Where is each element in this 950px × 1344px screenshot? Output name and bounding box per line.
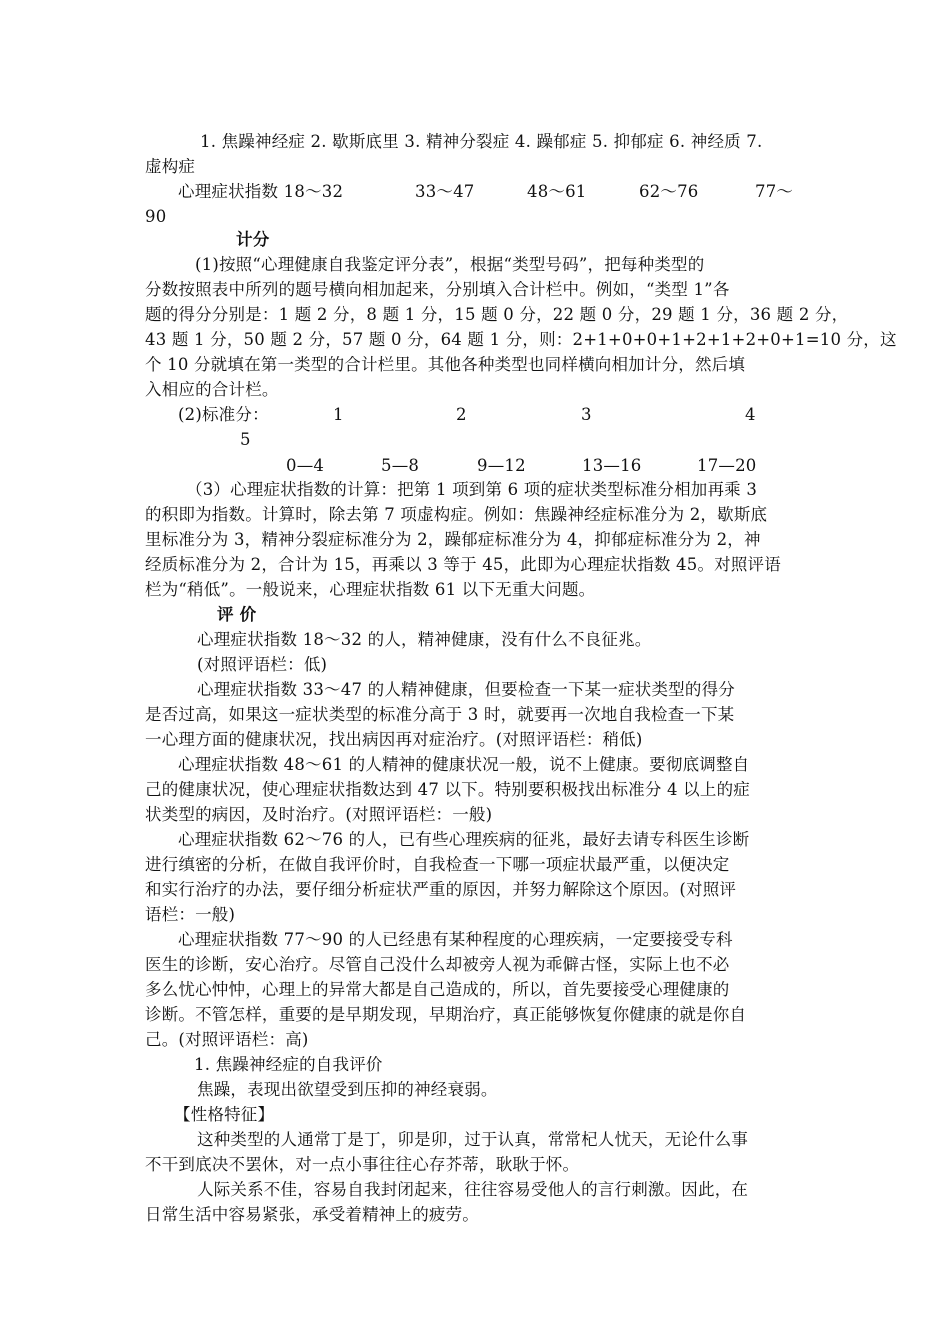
- std-range-1: 0—4: [286, 456, 325, 475]
- eval-line: 是否过高，如果这一症状类型的标准分高于 3 时，就要再一次地自我检查一下某: [145, 705, 735, 724]
- scoring-p3-line: 里标准分为 3，精神分裂症标准分为 2，躁郁症标准分为 4，抑郁症标准分为 2，神: [145, 530, 761, 549]
- eval-line: 医生的诊断，安心治疗。尽管自己没什么却被旁人视为乖僻古怪，实际上也不必: [145, 955, 730, 974]
- eval-line: 焦躁，表现出欲望受到压抑的神经衰弱。: [197, 1080, 498, 1099]
- scoring-p1-line: 题的得分分别是：1 题 2 分，8 题 1 分，15 题 0 分，22 题 0 分，29 题 1 分，36 题 2 分，: [145, 305, 849, 324]
- std-score-3: 3: [581, 405, 592, 424]
- scoring-p3-line: 栏为“稍低”。一般说来，心理症状指数 61 以下无重大问题。: [145, 580, 596, 599]
- eval-line: 心理症状指数 48～61 的人精神的健康状况一般，说不上健康。要彻底调整自: [178, 755, 750, 774]
- index-tail: 90: [145, 207, 167, 226]
- scoring-p1-line: 入相应的合计栏。: [145, 380, 279, 399]
- eval-line: 心理症状指数 62～76 的人，已有些心理疾病的征兆，最好去请专科医生诊断: [178, 830, 750, 849]
- index-range-3: 62～76: [639, 182, 699, 201]
- std-range-5: 17—20: [697, 456, 757, 475]
- scoring-p3-line: 经质标准分为 2，合计为 15，再乘以 3 等于 45，此即为心理症状指数 45。对照评语: [145, 555, 781, 574]
- eval-line: (对照评语栏：低): [197, 655, 328, 674]
- eval-line: 和实行治疗的办法，要仔细分析症状严重的原因，并努力解除这个原因。(对照评: [145, 880, 737, 899]
- scoring-p3-line: （3）心理症状指数的计算：把第 1 项到第 6 项的症状类型标准分相加再乘 3: [186, 480, 758, 499]
- scoring-p1-line: 个 10 分就填在第一类型的合计栏里。其他各种类型也同样横向相加计分，然后填: [145, 355, 746, 374]
- eval-line: 不干到底决不罢休，对一点小事往往心存芥蒂，耿耿于怀。: [145, 1155, 580, 1174]
- eval-line: 日常生活中容易紧张，承受着精神上的疲劳。: [145, 1205, 479, 1224]
- eval-line: 心理症状指数 18～32 的人，精神健康，没有什么不良征兆。: [197, 630, 652, 649]
- eval-heading: 评 价: [217, 605, 257, 624]
- std-score-2: 2: [456, 405, 467, 424]
- std-label: (2)标准分：: [178, 405, 269, 424]
- eval-line: 心理症状指数 77～90 的人已经患有某种程度的心理疾病，一定要接受专科: [178, 930, 733, 949]
- std-score-1: 1: [333, 405, 344, 424]
- section-heading: 1. 焦躁神经症的自我评价: [194, 1055, 383, 1074]
- trait-heading: 【性格特征】: [174, 1105, 275, 1124]
- index-range-4: 77～: [755, 182, 794, 201]
- scoring-p1-line: (1)按照“心理健康自我鉴定评分表”，根据“类型号码”，把每种类型的: [195, 255, 705, 274]
- std-score-5: 5: [240, 430, 251, 449]
- std-range-4: 13—16: [582, 456, 642, 475]
- scoring-p3-line: 的积即为指数。计算时，除去第 7 项虚构症。例如：焦躁神经症标准分为 2，歇斯底: [145, 505, 768, 524]
- types-line-1: 1. 焦躁神经症 2. 歇斯底里 3. 精神分裂症 4. 躁郁症 5. 抑郁症 6. 神经质 7.: [200, 132, 763, 151]
- eval-line: 心理症状指数 33～47 的人精神健康，但要检查一下某一症状类型的得分: [197, 680, 735, 699]
- eval-line: 进行缜密的分析，在做自我评价时，自我检查一下哪一项症状最严重，以便决定: [145, 855, 730, 874]
- eval-line: 多么忧心忡忡，心理上的异常大都是自己造成的，所以，首先要接受心理健康的: [145, 980, 730, 999]
- eval-line: 己的健康状况，使心理症状指数达到 47 以下。特别要积极找出标准分 4 以上的症: [145, 780, 750, 799]
- types-line-2: 虚构症: [145, 157, 196, 176]
- eval-line: 状类型的病因，及时治疗。(对照评语栏：一般): [145, 805, 493, 824]
- scoring-p1-line: 分数按照表中所列的题号横向相加起来，分别填入合计栏中。例如，“类型 1”各: [145, 280, 730, 299]
- std-score-4: 4: [745, 405, 756, 424]
- eval-line: 语栏：一般): [145, 905, 236, 924]
- index-range-1: 33～47: [415, 182, 475, 201]
- std-range-2: 5—8: [381, 456, 420, 475]
- index-range-2: 48～61: [527, 182, 587, 201]
- eval-line: 一心理方面的健康状况，找出病因再对症治疗。(对照评语栏：稍低): [145, 730, 643, 749]
- index-label: 心理症状指数 18～32: [178, 182, 344, 201]
- eval-line: 人际关系不佳，容易自我封闭起来，往往容易受他人的言行刺激。因此，在: [197, 1180, 749, 1199]
- scoring-p1-line: 43 题 1 分，50 题 2 分，57 题 0 分，64 题 1 分，则：2+1+0+0+1+2+1+2+0+1=10 分，这: [145, 330, 897, 349]
- eval-line: 己。(对照评语栏：高): [145, 1030, 309, 1049]
- std-range-3: 9—12: [477, 456, 526, 475]
- scoring-heading: 计分: [236, 230, 270, 249]
- eval-line: 诊断。不管怎样，重要的是早期发现，早期治疗，真正能够恢复你健康的就是你自: [145, 1005, 747, 1024]
- eval-line: 这种类型的人通常丁是丁，卯是卯，过于认真，常常杞人忧天，无论什么事: [197, 1130, 749, 1149]
